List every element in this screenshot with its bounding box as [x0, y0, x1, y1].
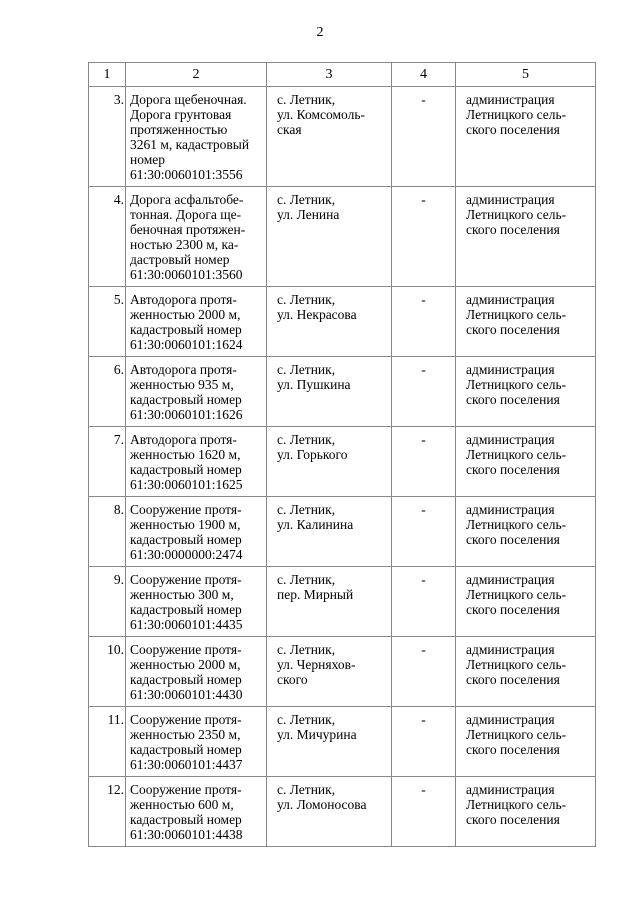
- property-table: [88, 62, 596, 847]
- object-address: с. Летник, ул. Черняхов- ского: [267, 637, 392, 707]
- column-header-3: 3: [267, 63, 392, 87]
- row-number: 11.: [89, 707, 126, 777]
- object-name: Сооружение протя- женностью 1900 м, кадастровый номер 61:30:0000000:2474: [126, 497, 267, 567]
- object-name: Автодорога протя- женностью 935 м, кадастровый номер 61:30:0060101:1626: [126, 357, 267, 427]
- object-name: Сооружение протя- женностью 300 м, кадастровый номер 61:30:0060101:4435: [126, 567, 267, 637]
- table-row: [89, 287, 596, 357]
- column-4-value: -: [392, 707, 456, 777]
- column-4-value: -: [392, 287, 456, 357]
- object-owner: администрация Летницкого сель- ского поселения: [456, 87, 596, 187]
- object-owner: администрация Летницкого сель- ского поселения: [456, 187, 596, 287]
- object-name: Сооружение протя- женностью 2000 м, кадастровый номер 61:30:0060101:4430: [126, 637, 267, 707]
- object-owner: администрация Летницкого сель- ского поселения: [456, 287, 596, 357]
- object-address: с. Летник, ул. Ломоносова: [267, 777, 392, 847]
- column-header-1: 1: [89, 63, 126, 87]
- object-name: Автодорога протя- женностью 1620 м, кадастровый номер 61:30:0060101:1625: [126, 427, 267, 497]
- row-number: 9.: [89, 567, 126, 637]
- object-address: с. Летник, пер. Мирный: [267, 567, 392, 637]
- column-4-value: -: [392, 187, 456, 287]
- object-address: с. Летник, ул. Некрасова: [267, 287, 392, 357]
- column-4-value: -: [392, 637, 456, 707]
- row-number: 4.: [89, 187, 126, 287]
- object-name: Дорога щебеночная. Дорога грунтовая протяженностью 3261 м, кадастровый номер 61:30:0060101:3556: [126, 87, 267, 187]
- table-row: [89, 87, 596, 187]
- row-number: 8.: [89, 497, 126, 567]
- object-address: с. Летник, ул. Мичурина: [267, 707, 392, 777]
- table-row: [89, 497, 596, 567]
- object-name: Сооружение протя- женностью 600 м, кадастровый номер 61:30:0060101:4438: [126, 777, 267, 847]
- object-address: с. Летник, ул. Комсомоль- ская: [267, 87, 392, 187]
- column-header-5: 5: [456, 63, 596, 87]
- table-row: [89, 567, 596, 637]
- object-owner: администрация Летницкого сель- ского поселения: [456, 637, 596, 707]
- object-owner: администрация Летницкого сель- ского поселения: [456, 707, 596, 777]
- object-owner: администрация Летницкого сель- ского поселения: [456, 497, 596, 567]
- object-owner: администрация Летницкого сель- ского поселения: [456, 777, 596, 847]
- column-4-value: -: [392, 567, 456, 637]
- table-row: [89, 187, 596, 287]
- object-name: Сооружение протя- женностью 2350 м, кадастровый номер 61:30:0060101:4437: [126, 707, 267, 777]
- row-number: 10.: [89, 637, 126, 707]
- column-4-value: -: [392, 87, 456, 187]
- table-header-row: [89, 63, 596, 87]
- table-row: [89, 777, 596, 847]
- object-owner: администрация Летницкого сель- ского поселения: [456, 427, 596, 497]
- object-address: с. Летник, ул. Ленина: [267, 187, 392, 287]
- object-owner: администрация Летницкого сель- ского поселения: [456, 567, 596, 637]
- object-owner: администрация Летницкого сель- ского поселения: [456, 357, 596, 427]
- object-name: Дорога асфальтобе- тонная. Дорога ще- беночная протяжен- ностью 2300 м, ка- дастровый номер 61:30:0060101:3560: [126, 187, 267, 287]
- row-number: 3.: [89, 87, 126, 187]
- table-row: [89, 707, 596, 777]
- object-address: с. Летник, ул. Пушкина: [267, 357, 392, 427]
- object-name: Автодорога протя- женностью 2000 м, кадастровый номер 61:30:0060101:1624: [126, 287, 267, 357]
- column-4-value: -: [392, 427, 456, 497]
- table-row: [89, 427, 596, 497]
- object-address: с. Летник, ул. Горького: [267, 427, 392, 497]
- row-number: 6.: [89, 357, 126, 427]
- row-number: 5.: [89, 287, 126, 357]
- row-number: 12.: [89, 777, 126, 847]
- column-4-value: -: [392, 357, 456, 427]
- row-number: 7.: [89, 427, 126, 497]
- column-header-2: 2: [126, 63, 267, 87]
- column-4-value: -: [392, 777, 456, 847]
- page-number: 2: [316, 25, 324, 40]
- table-row: [89, 357, 596, 427]
- table-row: [89, 637, 596, 707]
- column-header-4: 4: [392, 63, 456, 87]
- column-4-value: -: [392, 497, 456, 567]
- object-address: с. Летник, ул. Калинина: [267, 497, 392, 567]
